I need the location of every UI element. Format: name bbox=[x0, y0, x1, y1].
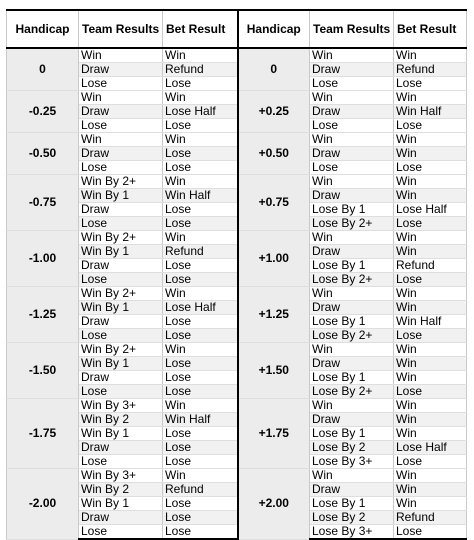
team-result-cell-left: Win By 2 bbox=[79, 413, 163, 427]
team-result-cell-left: Win By 1 bbox=[79, 357, 163, 371]
table-row bbox=[7, 287, 467, 301]
team-result-cell-left: Win By 1 bbox=[79, 245, 163, 259]
bet-result-cell-left: Refund bbox=[163, 245, 238, 259]
handicap-cell-left: -1.00 bbox=[7, 231, 79, 287]
team-result-cell-left: Lose bbox=[79, 119, 163, 133]
bet-result-cell-right: Win bbox=[394, 301, 467, 315]
bet-result-cell-left: Lose bbox=[163, 497, 238, 511]
team-result-cell-right: Lose By 1 bbox=[310, 203, 394, 217]
bet-result-cell-left: Lose bbox=[163, 77, 238, 91]
team-result-cell-right: Lose By 2+ bbox=[310, 273, 394, 287]
bet-result-cell-right: Lose bbox=[394, 455, 467, 469]
team-result-cell-right: Lose bbox=[310, 77, 394, 91]
bet-result-cell-left: Lose bbox=[163, 441, 238, 455]
bet-result-cell-left: Win bbox=[163, 231, 238, 245]
team-result-cell-left: Lose bbox=[79, 455, 163, 469]
header-row bbox=[7, 10, 467, 48]
bet-result-cell-left: Lose bbox=[163, 511, 238, 525]
team-result-cell-left: Lose bbox=[79, 217, 163, 231]
bet-result-cell-right: Lose Half bbox=[394, 441, 467, 455]
team-result-cell-right: Lose By 1 bbox=[310, 497, 394, 511]
bet-result-cell-right: Lose Half bbox=[394, 203, 467, 217]
team-result-cell-left: Win bbox=[79, 48, 163, 63]
bet-result-cell-left: Lose bbox=[163, 203, 238, 217]
table-row bbox=[7, 91, 467, 105]
table-body bbox=[7, 48, 467, 539]
team-result-cell-left: Lose bbox=[79, 329, 163, 343]
handicap-cell-right: +0.25 bbox=[238, 91, 310, 133]
team-result-cell-right: Win bbox=[310, 91, 394, 105]
team-result-cell-left: Draw bbox=[79, 63, 163, 77]
team-result-cell-right: Win bbox=[310, 399, 394, 413]
bet-result-cell-left: Lose bbox=[163, 385, 238, 399]
bet-result-cell-left: Win bbox=[163, 287, 238, 301]
team-result-cell-right: Draw bbox=[310, 301, 394, 315]
table-row bbox=[7, 231, 467, 245]
bet-result-cell-left: Win bbox=[163, 48, 238, 63]
team-result-cell-left: Win bbox=[79, 133, 163, 147]
team-result-cell-right: Win bbox=[310, 48, 394, 63]
handicap-cell-left: -2.00 bbox=[7, 469, 79, 540]
handicap-cell-left: -1.75 bbox=[7, 399, 79, 469]
bet-result-cell-left: Lose bbox=[163, 119, 238, 133]
handicap-cell-left: -0.25 bbox=[7, 91, 79, 133]
team-result-cell-left: Win By 3+ bbox=[79, 399, 163, 413]
asian-handicap-table bbox=[6, 9, 467, 540]
bet-result-cell-right: Lose bbox=[394, 273, 467, 287]
team-result-cell-left: Lose bbox=[79, 273, 163, 287]
team-result-cell-right: Lose By 2+ bbox=[310, 385, 394, 399]
team-result-cell-right: Win bbox=[310, 231, 394, 245]
team-result-cell-left: Draw bbox=[79, 147, 163, 161]
bet-result-cell-left: Refund bbox=[163, 63, 238, 77]
bet-result-cell-right: Lose bbox=[394, 161, 467, 175]
team-result-cell-left: Draw bbox=[79, 511, 163, 525]
bet-result-cell-left: Lose bbox=[163, 259, 238, 273]
bet-result-cell-right: Lose bbox=[394, 119, 467, 133]
bet-result-cell-left: Lose bbox=[163, 455, 238, 469]
bet-result-cell-left: Lose bbox=[163, 147, 238, 161]
bet-result-cell-right: Win bbox=[394, 497, 467, 511]
bet-result-cell-left: Lose bbox=[163, 525, 238, 540]
handicap-cell-left: -1.25 bbox=[7, 287, 79, 343]
handicap-cell-right: 0 bbox=[238, 48, 310, 91]
bet-result-cell-right: Win bbox=[394, 413, 467, 427]
bet-result-cell-right: Refund bbox=[394, 63, 467, 77]
bet-result-cell-right: Win Half bbox=[394, 315, 467, 329]
bet-result-cell-left: Win bbox=[163, 133, 238, 147]
team-result-cell-right: Lose bbox=[310, 161, 394, 175]
team-result-cell-left: Draw bbox=[79, 371, 163, 385]
bet-result-cell-left: Win bbox=[163, 469, 238, 483]
bet-result-cell-right: Win bbox=[394, 371, 467, 385]
bet-result-cell-left: Lose bbox=[163, 273, 238, 287]
team-result-cell-right: Draw bbox=[310, 357, 394, 371]
handicap-cell-right: +0.75 bbox=[238, 175, 310, 231]
team-result-cell-left: Lose bbox=[79, 77, 163, 91]
team-result-cell-left: Draw bbox=[79, 203, 163, 217]
handicap-cell-left: -0.75 bbox=[7, 175, 79, 231]
bet-result-cell-left: Lose bbox=[163, 357, 238, 371]
bet-result-cell-left: Win bbox=[163, 343, 238, 357]
bet-result-cell-right: Refund bbox=[394, 511, 467, 525]
team-result-cell-left: Win By 1 bbox=[79, 427, 163, 441]
bet-result-cell-left: Lose Half bbox=[163, 301, 238, 315]
bet-result-cell-left: Lose bbox=[163, 315, 238, 329]
team-result-cell-left: Win By 2+ bbox=[79, 343, 163, 357]
table-row bbox=[7, 343, 467, 357]
header-bet-result-right: Bet Result bbox=[394, 10, 467, 48]
handicap-cell-right: +1.00 bbox=[238, 231, 310, 287]
team-result-cell-right: Lose By 2 bbox=[310, 441, 394, 455]
bet-result-cell-left: Win bbox=[163, 91, 238, 105]
bet-result-cell-left: Lose bbox=[163, 371, 238, 385]
bet-result-cell-right: Win bbox=[394, 189, 467, 203]
team-result-cell-left: Win bbox=[79, 91, 163, 105]
team-result-cell-right: Lose By 1 bbox=[310, 371, 394, 385]
header-bet-result-left: Bet Result bbox=[163, 10, 238, 48]
table-row bbox=[7, 48, 467, 63]
team-result-cell-right: Win bbox=[310, 175, 394, 189]
handicap-cell-right: +1.75 bbox=[238, 399, 310, 469]
bet-result-cell-left: Refund bbox=[163, 483, 238, 497]
team-result-cell-right: Draw bbox=[310, 189, 394, 203]
bet-result-cell-right: Refund bbox=[394, 259, 467, 273]
team-result-cell-left: Win By 2+ bbox=[79, 287, 163, 301]
bet-result-cell-left: Win Half bbox=[163, 189, 238, 203]
bet-result-cell-right: Win bbox=[394, 287, 467, 301]
table-row bbox=[7, 399, 467, 413]
team-result-cell-left: Win By 2+ bbox=[79, 175, 163, 189]
team-result-cell-right: Win bbox=[310, 469, 394, 483]
team-result-cell-left: Lose bbox=[79, 161, 163, 175]
team-result-cell-left: Draw bbox=[79, 259, 163, 273]
team-result-cell-left: Win By 3+ bbox=[79, 469, 163, 483]
handicap-cell-right: +1.50 bbox=[238, 343, 310, 399]
team-result-cell-right: Lose By 2+ bbox=[310, 217, 394, 231]
bet-result-cell-left: Lose bbox=[163, 427, 238, 441]
header-handicap-left: Handicap bbox=[7, 10, 79, 48]
bet-result-cell-right: Lose bbox=[394, 329, 467, 343]
team-result-cell-right: Draw bbox=[310, 63, 394, 77]
bet-result-cell-right: Win bbox=[394, 357, 467, 371]
bet-result-cell-right: Win bbox=[394, 483, 467, 497]
bet-result-cell-right: Win bbox=[394, 399, 467, 413]
team-result-cell-right: Win bbox=[310, 287, 394, 301]
team-result-cell-left: Win By 2 bbox=[79, 483, 163, 497]
bet-result-cell-right: Lose bbox=[394, 385, 467, 399]
team-result-cell-right: Draw bbox=[310, 105, 394, 119]
table-row bbox=[7, 469, 467, 483]
bet-result-cell-left: Lose bbox=[163, 161, 238, 175]
team-result-cell-right: Draw bbox=[310, 483, 394, 497]
team-result-cell-right: Win bbox=[310, 343, 394, 357]
bet-result-cell-right: Win bbox=[394, 91, 467, 105]
team-result-cell-right: Draw bbox=[310, 147, 394, 161]
bet-result-cell-right: Win bbox=[394, 133, 467, 147]
bet-result-cell-left: Win bbox=[163, 399, 238, 413]
team-result-cell-right: Lose bbox=[310, 119, 394, 133]
team-result-cell-left: Draw bbox=[79, 315, 163, 329]
team-result-cell-right: Draw bbox=[310, 413, 394, 427]
team-result-cell-left: Draw bbox=[79, 105, 163, 119]
handicap-cell-right: +0.50 bbox=[238, 133, 310, 175]
header-team-results-left: Team Results bbox=[79, 10, 163, 48]
team-result-cell-left: Win By 1 bbox=[79, 301, 163, 315]
team-result-cell-right: Lose By 1 bbox=[310, 427, 394, 441]
team-result-cell-left: Draw bbox=[79, 441, 163, 455]
header-team-results-right: Team Results bbox=[310, 10, 394, 48]
team-result-cell-right: Lose By 1 bbox=[310, 315, 394, 329]
bet-result-cell-left: Lose bbox=[163, 329, 238, 343]
bet-result-cell-right: Win bbox=[394, 427, 467, 441]
team-result-cell-right: Lose By 2 bbox=[310, 511, 394, 525]
bet-result-cell-right: Lose bbox=[394, 217, 467, 231]
bet-result-cell-right: Win bbox=[394, 231, 467, 245]
team-result-cell-left: Win By 2+ bbox=[79, 231, 163, 245]
handicap-cell-left: -0.50 bbox=[7, 133, 79, 175]
header-handicap-right: Handicap bbox=[238, 10, 310, 48]
team-result-cell-right: Lose By 1 bbox=[310, 259, 394, 273]
team-result-cell-right: Draw bbox=[310, 245, 394, 259]
bet-result-cell-left: Lose Half bbox=[163, 105, 238, 119]
bet-result-cell-right: Win bbox=[394, 147, 467, 161]
bet-result-cell-right: Win bbox=[394, 245, 467, 259]
team-result-cell-left: Lose bbox=[79, 525, 163, 540]
team-result-cell-right: Lose By 3+ bbox=[310, 525, 394, 540]
handicap-cell-left: 0 bbox=[7, 48, 79, 91]
bet-result-cell-right: Win bbox=[394, 343, 467, 357]
bet-result-cell-right: Win Half bbox=[394, 105, 467, 119]
bet-result-cell-right: Win bbox=[394, 48, 467, 63]
handicap-cell-right: +1.25 bbox=[238, 287, 310, 343]
handicap-cell-left: -1.50 bbox=[7, 343, 79, 399]
bet-result-cell-right: Lose bbox=[394, 77, 467, 91]
table-row bbox=[7, 133, 467, 147]
team-result-cell-right: Win bbox=[310, 133, 394, 147]
bet-result-cell-left: Lose bbox=[163, 217, 238, 231]
team-result-cell-left: Lose bbox=[79, 385, 163, 399]
team-result-cell-left: Win By 1 bbox=[79, 189, 163, 203]
team-result-cell-left: Win By 1 bbox=[79, 497, 163, 511]
bet-result-cell-right: Win bbox=[394, 469, 467, 483]
bet-result-cell-left: Win Half bbox=[163, 413, 238, 427]
bet-result-cell-left: Win bbox=[163, 175, 238, 189]
team-result-cell-right: Lose By 2+ bbox=[310, 329, 394, 343]
handicap-table-container bbox=[6, 9, 467, 540]
handicap-cell-right: +2.00 bbox=[238, 469, 310, 540]
table-row bbox=[7, 175, 467, 189]
bet-result-cell-right: Win bbox=[394, 175, 467, 189]
bet-result-cell-right: Lose bbox=[394, 525, 467, 540]
team-result-cell-right: Lose By 3+ bbox=[310, 455, 394, 469]
